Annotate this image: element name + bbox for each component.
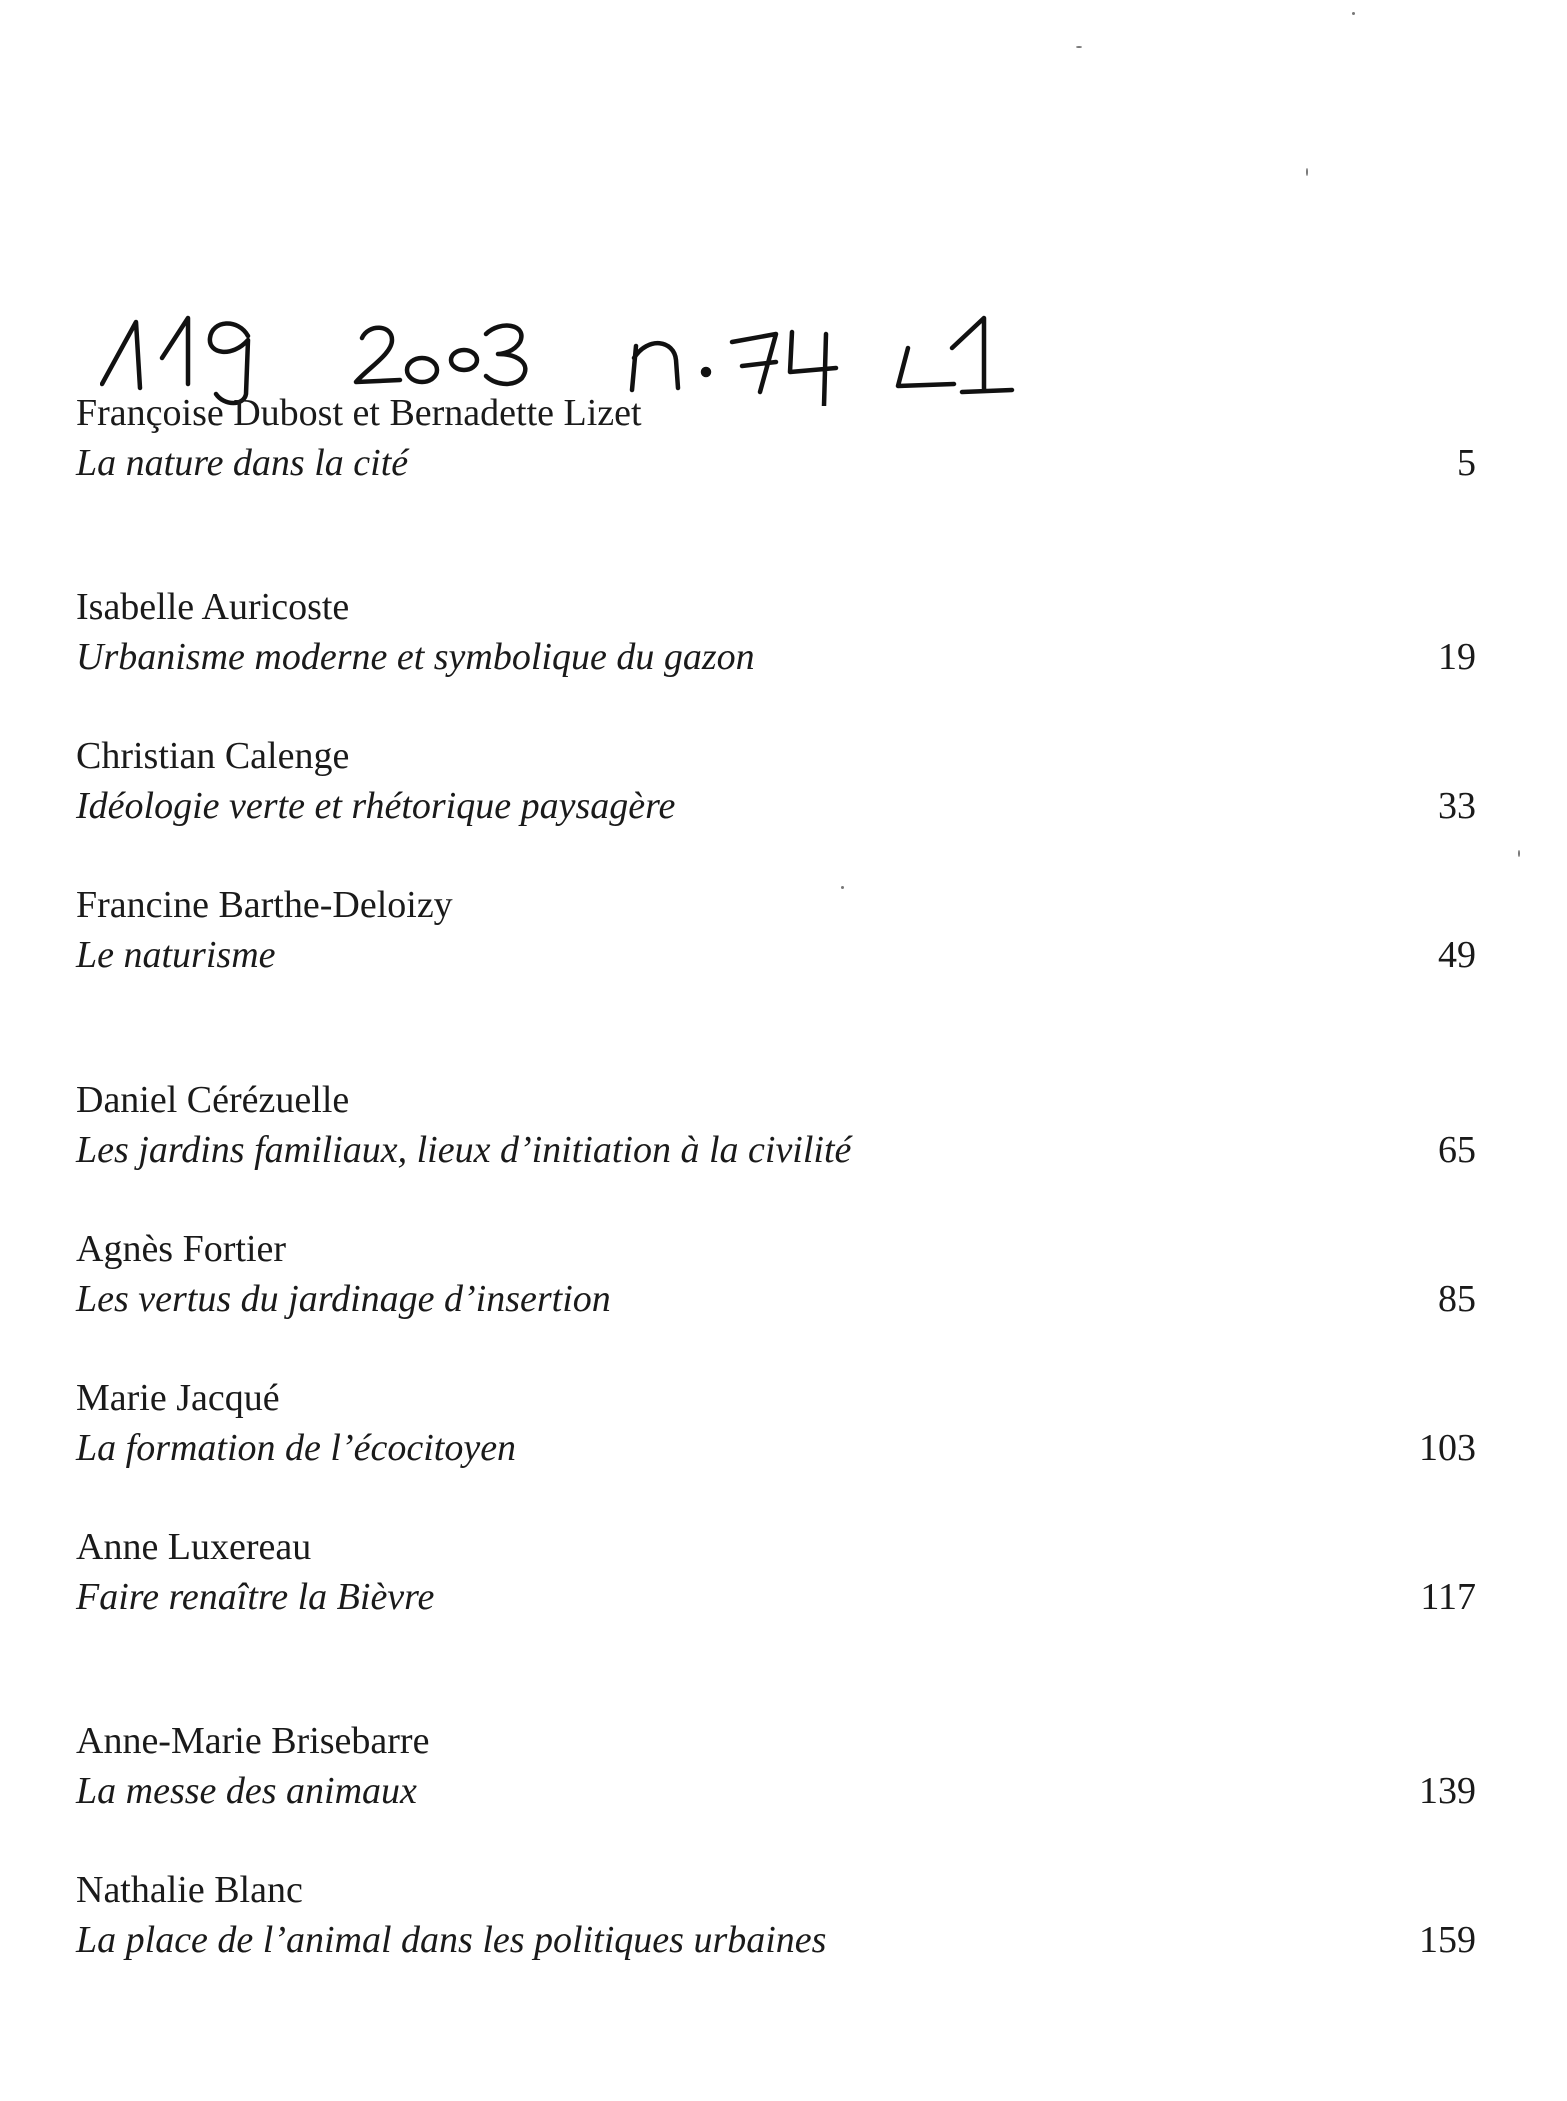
- entry-title: La messe des animaux: [76, 1770, 417, 1812]
- entry-title: Faire renaître la Bièvre: [76, 1576, 435, 1618]
- toc-entry: [76, 1522, 1476, 1634]
- toc-entry: [76, 388, 1476, 500]
- scan-speck: [1306, 168, 1308, 176]
- entry-author: Francine Barthe-Deloizy: [76, 884, 453, 926]
- entry-page-number: 5: [1457, 442, 1476, 484]
- entry-title: La nature dans la cité: [76, 442, 409, 484]
- toc-entry: [76, 1865, 1476, 1977]
- entry-page-number: 19: [1438, 636, 1476, 678]
- toc-entry: [76, 731, 1476, 843]
- entry-page-number: 85: [1438, 1278, 1476, 1320]
- entry-author: Agnès Fortier: [76, 1228, 287, 1270]
- toc-entry: [76, 1373, 1476, 1485]
- entry-page-number: 159: [1419, 1919, 1476, 1961]
- toc-entry: [76, 582, 1476, 694]
- entry-page-number: 139: [1419, 1770, 1476, 1812]
- entry-page-number: 117: [1420, 1576, 1476, 1618]
- entry-author: Marie Jacqué: [76, 1377, 280, 1419]
- entry-page-number: 33: [1438, 785, 1476, 827]
- toc-entry: [76, 1716, 1476, 1828]
- entry-author: Françoise Dubost et Bernadette Lizet: [76, 392, 642, 434]
- entry-title: Urbanisme moderne et symbolique du gazon: [76, 636, 755, 678]
- scan-speck: [1076, 46, 1082, 48]
- scan-speck: [841, 886, 844, 889]
- entry-title: Le naturisme: [76, 934, 276, 976]
- entry-title: La place de l’animal dans les politiques urbaines: [76, 1919, 827, 1961]
- toc-entry: [76, 1075, 1476, 1187]
- entry-author: Anne Luxereau: [76, 1526, 312, 1568]
- entry-author: Anne-Marie Brisebarre: [76, 1720, 430, 1762]
- scan-speck: [1352, 12, 1355, 15]
- entry-title: Les vertus du jardinage d’insertion: [76, 1278, 611, 1320]
- entry-author: Christian Calenge: [76, 735, 350, 777]
- entry-author: Nathalie Blanc: [76, 1869, 303, 1911]
- entry-title: La formation de l’écocitoyen: [76, 1427, 517, 1469]
- toc-entry: [76, 1224, 1476, 1336]
- entry-title: Les jardins familiaux, lieux d’initiation à la civilité: [76, 1129, 852, 1171]
- entry-page-number: 103: [1419, 1427, 1476, 1469]
- entry-author: Isabelle Auricoste: [76, 586, 350, 628]
- entry-page-number: 49: [1438, 934, 1476, 976]
- entry-page-number: 65: [1438, 1129, 1476, 1171]
- scan-speck: [1518, 850, 1520, 857]
- entry-author: Daniel Cérézuelle: [76, 1079, 350, 1121]
- toc-entry: [76, 880, 1476, 992]
- entry-title: Idéologie verte et rhétorique paysagère: [76, 785, 676, 827]
